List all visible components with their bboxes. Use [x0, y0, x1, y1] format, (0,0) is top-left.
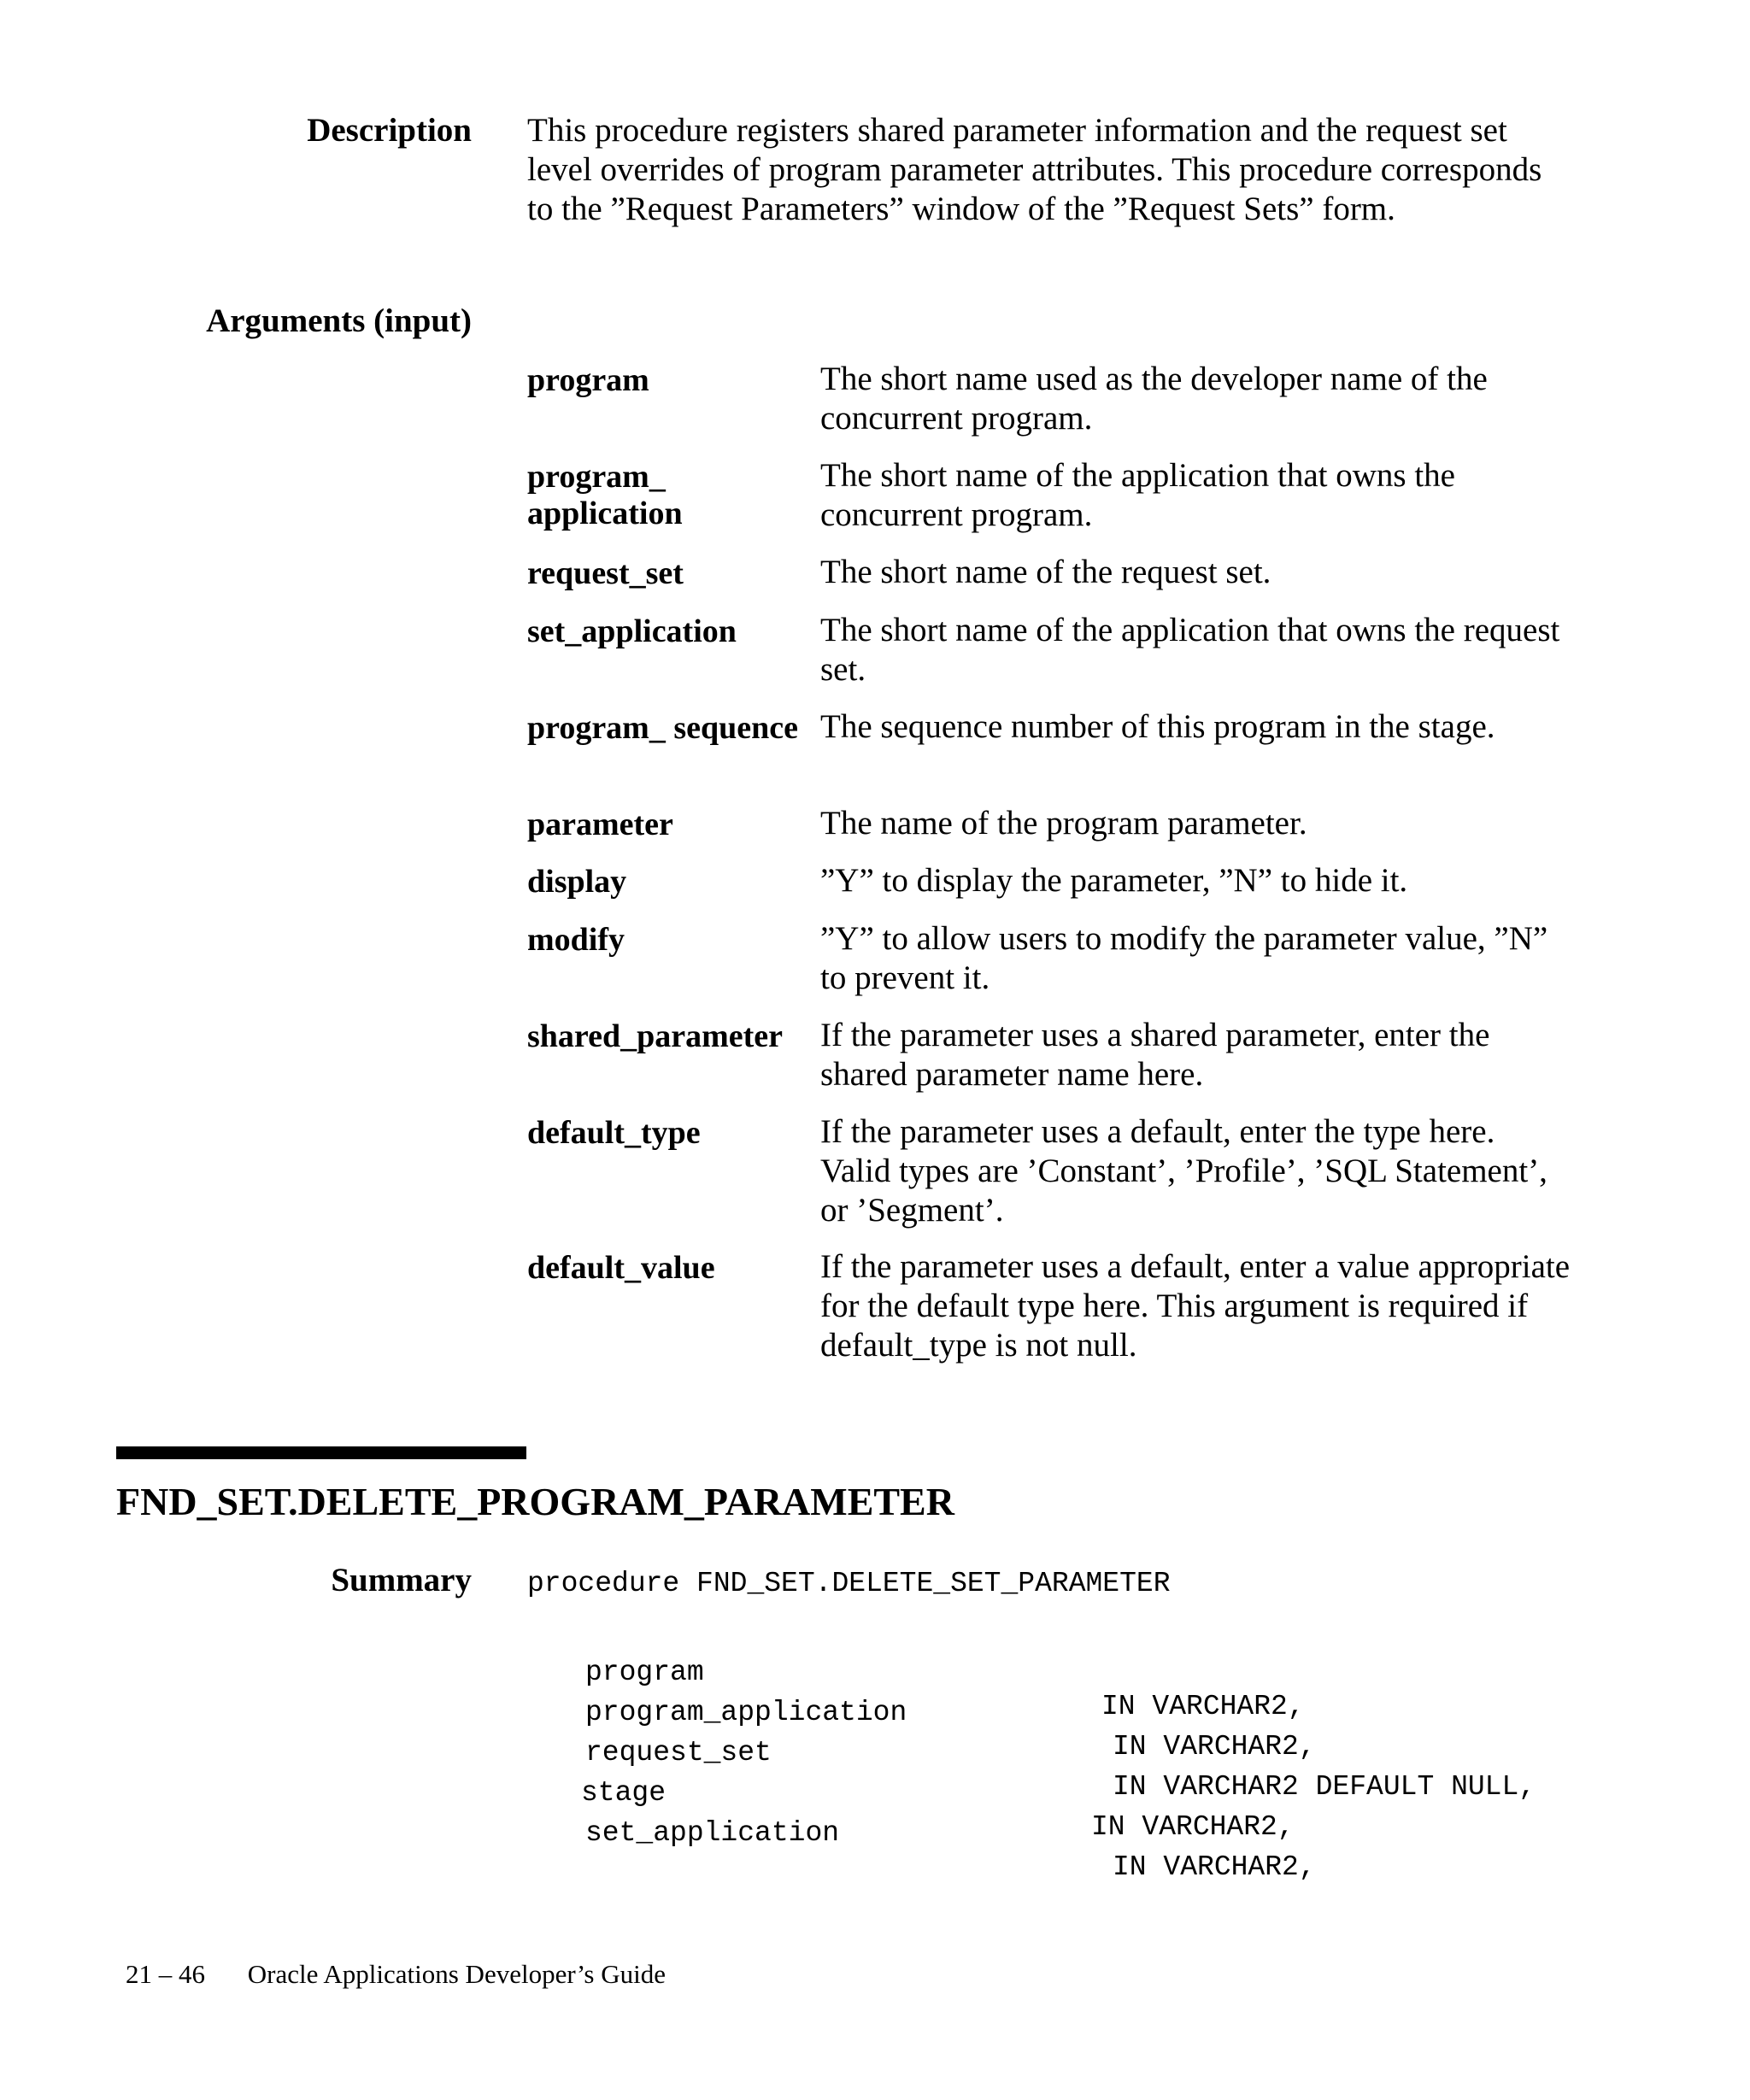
arguments-label: Arguments (input): [206, 302, 472, 339]
description-text: This procedure registers shared parameter information and the request set level overrides of program parameter attributes. This procedure corresponds to the ”Request Parameters” window of the ”Request Sets” form.: [527, 112, 1542, 227]
argument-description: The sequence number of this program in the stage.: [820, 708, 1495, 745]
summary-label: Summary: [331, 1562, 472, 1598]
parameter-name: stage: [581, 1777, 667, 1809]
book-title: Oracle Applications Developer’s Guide: [247, 1959, 666, 1989]
page-number: 21 – 46: [126, 1959, 205, 1989]
argument-description: The short name of the application that owns the concurrent program.: [820, 457, 1455, 533]
parameter-name: program: [585, 1657, 704, 1688]
argument-description: If the parameter uses a shared parameter, enter the shared parameter name here.: [820, 1017, 1490, 1093]
argument-description: If the parameter uses a default, enter the type here. Valid types are ’Constant’, ’Profile’, ’SQL Statement’, or ’Segment’.: [820, 1113, 1547, 1229]
page-footer: [126, 1958, 666, 1991]
argument-name: shared_parameter: [527, 1018, 784, 1054]
section-title: FND_SET.DELETE_PROGRAM_PARAMETER: [116, 1480, 954, 1523]
parameter-name: program_application: [585, 1697, 907, 1728]
argument-name: parameter: [527, 807, 673, 842]
parameter-name: set_application: [585, 1817, 840, 1849]
parameter-type: IN VARCHAR2,: [1101, 1691, 1305, 1722]
argument-name: request_set: [527, 555, 684, 591]
parameter-type: IN VARCHAR2,: [1113, 1731, 1316, 1763]
parameter-name: request_set: [585, 1737, 772, 1769]
argument-description: The short name used as the developer name of the concurrent program.: [820, 361, 1488, 437]
parameter-type: IN VARCHAR2 DEFAULT NULL,: [1113, 1771, 1536, 1803]
argument-name: default_value: [527, 1250, 715, 1286]
summary-procedure-header: procedure FND_SET.DELETE_SET_PARAMETER: [527, 1568, 1171, 1599]
argument-name: default_type: [527, 1115, 701, 1151]
argument-description: The name of the program parameter.: [820, 805, 1307, 842]
argument-description: If the parameter uses a default, enter a value appropriate for the default type here. This argument is required if default_type is not null.: [820, 1248, 1571, 1364]
argument-name: set_application: [527, 613, 737, 649]
argument-description: The short name of the application that owns the request set.: [820, 612, 1560, 688]
description-label: Description: [307, 112, 472, 149]
argument-name: modify: [527, 922, 625, 958]
parameter-type: IN VARCHAR2,: [1091, 1811, 1295, 1843]
argument-name: program: [527, 362, 649, 398]
argument-name: display: [527, 864, 627, 900]
parameter-type: IN VARCHAR2,: [1113, 1851, 1316, 1883]
summary-parameter: [0, 1782, 1750, 1883]
argument-description: ”Y” to display the parameter, ”N” to hide it.: [820, 862, 1408, 899]
section-rule: [116, 1446, 526, 1459]
argument-name: program_ sequence: [527, 710, 798, 746]
argument-description: ”Y” to allow users to modify the parameter value, ”N” to prevent it.: [820, 920, 1548, 996]
argument-name: program_ application: [527, 459, 683, 531]
argument-description: The short name of the request set.: [820, 554, 1271, 590]
